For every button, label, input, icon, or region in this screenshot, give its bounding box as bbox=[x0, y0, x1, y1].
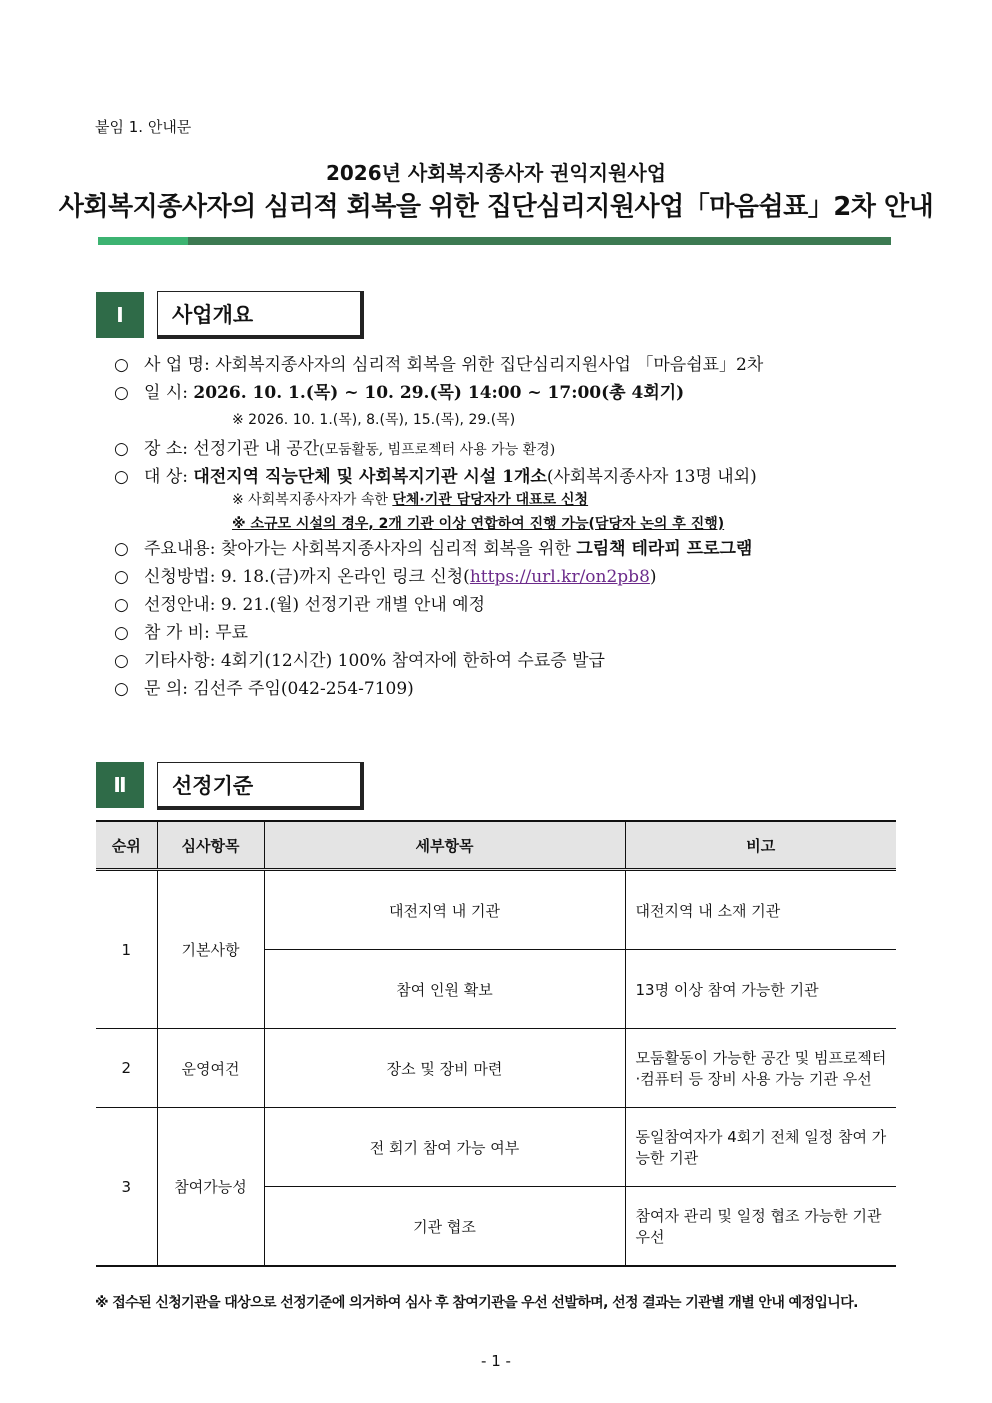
overview-item-fee: ○ 참 가 비: 무료 bbox=[114, 623, 249, 643]
document-title: 사회복지종사자의 심리적 회복을 위한 집단심리지원사업「마음쉼표」2차 안내 bbox=[58, 192, 934, 222]
table-row bbox=[96, 1108, 896, 1187]
overview-item-selection: ○ 선정안내: 9. 21.(월) 선정기관 개별 안내 예정 bbox=[114, 595, 486, 615]
note-cell: 대전지역 내 소재 기관 bbox=[625, 870, 896, 950]
note-cell: 참여자 관리 및 일정 협조 가능한 기관 우선 bbox=[625, 1187, 896, 1267]
section-2-heading: 선정기준 bbox=[157, 762, 364, 810]
overview-item-name: ○ 사 업 명: 사회복지종사자의 심리적 회복을 위한 집단심리지원사업 「마음쉼표」2차 bbox=[114, 355, 764, 375]
overview-item-apply: ○ 신청방법: 9. 18.(금)까지 온라인 링크 신청(https://url.kr/on2pb8) bbox=[114, 567, 657, 587]
column-header: 순위 bbox=[96, 821, 157, 870]
detail-cell: 전 회기 참여 가능 여부 bbox=[264, 1108, 625, 1187]
overview-item-place: ○ 장 소: 선정기관 내 공간(모둠활동, 빔프로젝터 사용 가능 환경) bbox=[114, 439, 556, 459]
column-header: 세부항목 bbox=[264, 821, 625, 870]
note-cell: 모둠활동이 가능한 공간 및 빔프로젝터·컴퓨터 등 장비 사용 가능 기관 우선 bbox=[625, 1029, 896, 1108]
column-header: 심사항목 bbox=[157, 821, 264, 870]
table-row bbox=[96, 870, 896, 950]
overview-item-etc: ○ 기타사항: 4회기(12시간) 100% 참여자에 한하여 수료증 발급 bbox=[114, 651, 605, 671]
category-cell: 참여가능성 bbox=[157, 1108, 264, 1267]
overview-item-contact: ○ 문 의: 김선주 주임(042-254-7109) bbox=[114, 679, 414, 699]
detail-cell: 참여 인원 확보 bbox=[264, 950, 625, 1029]
note-cell: 동일참여자가 4회기 전체 일정 참여 가능한 기관 bbox=[625, 1108, 896, 1187]
overview-date-note: ※ 2026. 10. 1.(목), 8.(목), 15.(목), 29.(목) bbox=[232, 412, 516, 428]
overview-item-target: ○ 대 상: 대전지역 직능단체 및 사회복지기관 시설 1개소(사회복지종사자 13명 내외) bbox=[114, 467, 757, 487]
overview-target-note-2: ※ 소규모 시설의 경우, 2개 기관 이상 연합하여 진행 가능(담당자 논의 후 진행) bbox=[232, 516, 725, 532]
detail-cell: 장소 및 장비 마련 bbox=[264, 1029, 625, 1108]
category-cell: 기본사항 bbox=[157, 870, 264, 1029]
overview-target-note-1: ※ 사회복지종사자가 속한 단체·기관 담당자가 대표로 신청 bbox=[232, 492, 589, 508]
footnote: ※ 접수된 신청기관을 대상으로 선정기준에 의거하여 심사 후 참여기관을 우선 선발하며, 선정 결과는 기관별 개별 안내 예정입니다. bbox=[95, 1295, 858, 1311]
table-header-row bbox=[96, 821, 896, 870]
page-number: - 1 - bbox=[481, 1352, 511, 1370]
apply-link[interactable]: https://url.kr/on2pb8 bbox=[469, 567, 650, 587]
section-1-number: Ⅰ bbox=[96, 292, 144, 338]
category-cell: 운영여건 bbox=[157, 1029, 264, 1108]
attachment-label: 붙임 1. 안내문 bbox=[95, 118, 192, 136]
overview-item-date: ○ 일 시: 2026. 10. 1.(목) ~ 10. 29.(목) 14:00 ~ 17:00(총 4회기) bbox=[114, 383, 685, 403]
column-header: 비고 bbox=[625, 821, 896, 870]
overview-item-content: ○ 주요내용: 찾아가는 사회복지종사자의 심리적 회복을 위한 그림책 테라피 프로그램 bbox=[114, 539, 753, 559]
table-row bbox=[96, 1029, 896, 1108]
note-cell: 13명 이상 참여 가능한 기관 bbox=[625, 950, 896, 1029]
rank-cell: 3 bbox=[96, 1108, 157, 1267]
section-2-number: Ⅱ bbox=[96, 762, 144, 808]
rank-cell: 2 bbox=[96, 1029, 157, 1108]
detail-cell: 대전지역 내 기관 bbox=[264, 870, 625, 950]
rank-cell: 1 bbox=[96, 870, 157, 1029]
title-divider bbox=[98, 237, 891, 245]
selection-criteria-table bbox=[96, 820, 896, 1267]
detail-cell: 기관 협조 bbox=[264, 1187, 625, 1267]
section-1-heading: 사업개요 bbox=[157, 291, 364, 339]
document-subtitle: 2026년 사회복지종사자 권익지원사업 bbox=[325, 161, 667, 185]
